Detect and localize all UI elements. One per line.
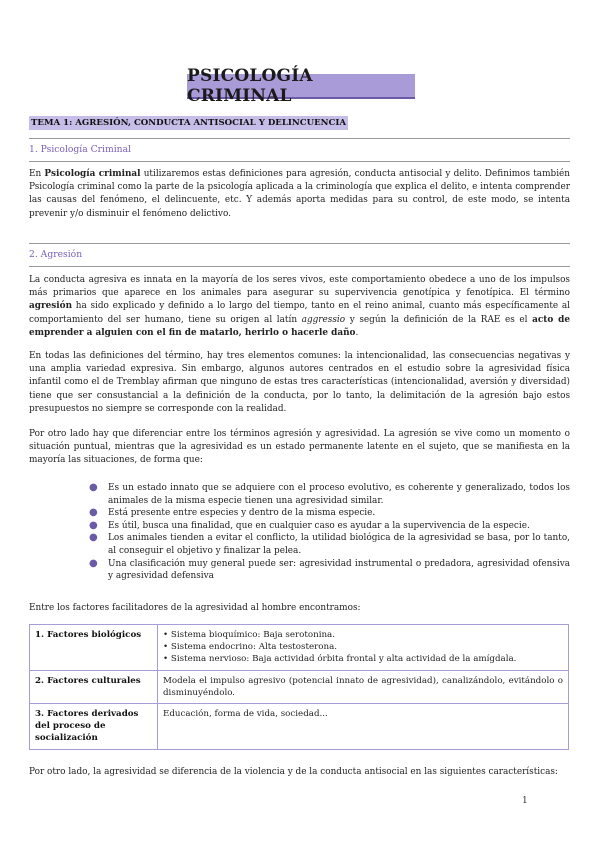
factores-table [29,624,569,750]
table-cell-label: 3. Factores derivados del proceso de socialización [30,704,158,750]
paragraph-elementos-comunes: En todas las definiciones del término, hay tres elementos comunes: la intencionalidad, las consecuencias negativas y una amplia variedad expresiva. Sin embargo, algunos autores centrados en el estudio sobre la agresividad física infantil como el de Tremblay afirman que ninguno de estas tres características (intencionalidad, aversión y diversidad) tiene que ser consustancial a la definición de la conducta, por lo tanto, la delimitación de la agresión bajo estos presupuestos no siempre se corresponde con la realidad. [29,351,570,414]
bullet-icon: ● [89,519,98,531]
table-cell-label: 1. Factores biológicos [30,625,158,671]
table-row [30,625,569,671]
table-line: • Sistema nervioso: Baja actividad órbita frontal y alta actividad de la amígdala. [163,654,517,665]
table-cell-value: Modela el impulso agresivo (potencial innato de agresividad), canalizándolo, evitándolo o disminuyéndolo. [158,670,569,703]
page-number: 1 [522,796,528,806]
table-line: • Sistema bioquímico: Baja serotonina. [163,630,336,640]
bullet-icon: ● [89,507,98,519]
document-title-box [187,65,415,106]
divider [29,266,570,267]
section-heading-agresion: 2. Agresión [29,249,83,260]
table-cell-value [158,625,569,671]
list-item: ● Está presente entre especies y dentro de la misma especie. [89,507,376,519]
bullet-icon: ● [89,482,98,493]
paragraph-agresion-definition: La conducta agresiva es innata en la mayoría de los seres vivos, este comportamiento obedece a uno de los impulsos más primarios que aparece en los animales para asegurar su supervivencia genotípica y fenotípica. El término agresión ha sido explicado y definido a lo largo del tiempo, tanto en el reino animal, cuanto más específicamente al comportamiento del ser humano, tiene su origen al latín aggressio y según la definición de la RAE es el acto de emprender a alguien con el fin de matarlo, herirlo o hacerle daño. [29,275,570,338]
tema-heading: TEMA 1: AGRESIÓN, CONDUCTA ANTISOCIAL Y DELINCUENCIA [31,118,347,128]
paragraph-diferencias: Por otro lado, la agresividad se diferencia de la violencia y de la conducta antisocial en las siguientes características: [29,767,558,777]
list-item: ● Es un estado innato que se adquiere con el proceso evolutivo, es coherente y generalizado, todos los animales de la misma especie tienen una agresividad similar. [89,482,570,506]
bullet-icon: ● [89,557,98,569]
list-item: ● Es útil, busca una finalidad, que en cualquier caso es ayudar a la supervivencia de la especie. [89,519,530,531]
divider [29,243,570,244]
section-heading-psicologia-criminal: 1. Psicología Criminal [29,144,131,155]
paragraph-factores-intro: Entre los factores facilitadores de la agresividad al hombre encontramos: [29,603,361,613]
table-line: • Sistema endocrino: Alta testosterona. [163,642,338,653]
table-cell-value: Educación, forma de vida, sociedad... [158,704,569,750]
table-row [30,670,569,703]
list-item: ● Una clasificación muy general puede ser: agresividad instrumental o predadora, agresividad ofensiva y agresividad defensiva [89,557,570,582]
document-title: PSICOLOGÍA CRIMINAL [187,65,313,106]
table-row [30,704,569,750]
bullet-icon: ● [89,532,98,544]
list-item: ● Los animales tienden a evitar el conflicto, la utilidad biológica de la agresividad se basa, por lo tanto, al conseguir el objetivo y finalizar la pelea. [89,532,570,556]
paragraph-psicologia-criminal: En Psicología criminal utilizaremos estas definiciones para agresión, conducta antisocial y delito. Definimos también Psicología criminal como la parte de la psicología aplicada a la criminología que explica el delito, e intenta comprender las causas del fenómeno, el delincuente, etc. Y además aporta medidas para su control, de este modo, se intenta prevenir y/o disminuir el fenómeno delictivo. [29,169,570,219]
agresividad-bullet-list [84,482,570,583]
table-cell-label: 2. Factores culturales [30,670,158,703]
paragraph-agresion-agresividad: Por otro lado hay que diferenciar entre los términos agresión y agresividad. La agresión se vive como un momento o situación puntual, mientras que la agresividad es un estado permanente latente en el sujeto, que se manifiesta en la mayoría las situaciones, de forma que: [29,429,570,466]
divider [29,161,570,162]
divider [29,138,570,139]
